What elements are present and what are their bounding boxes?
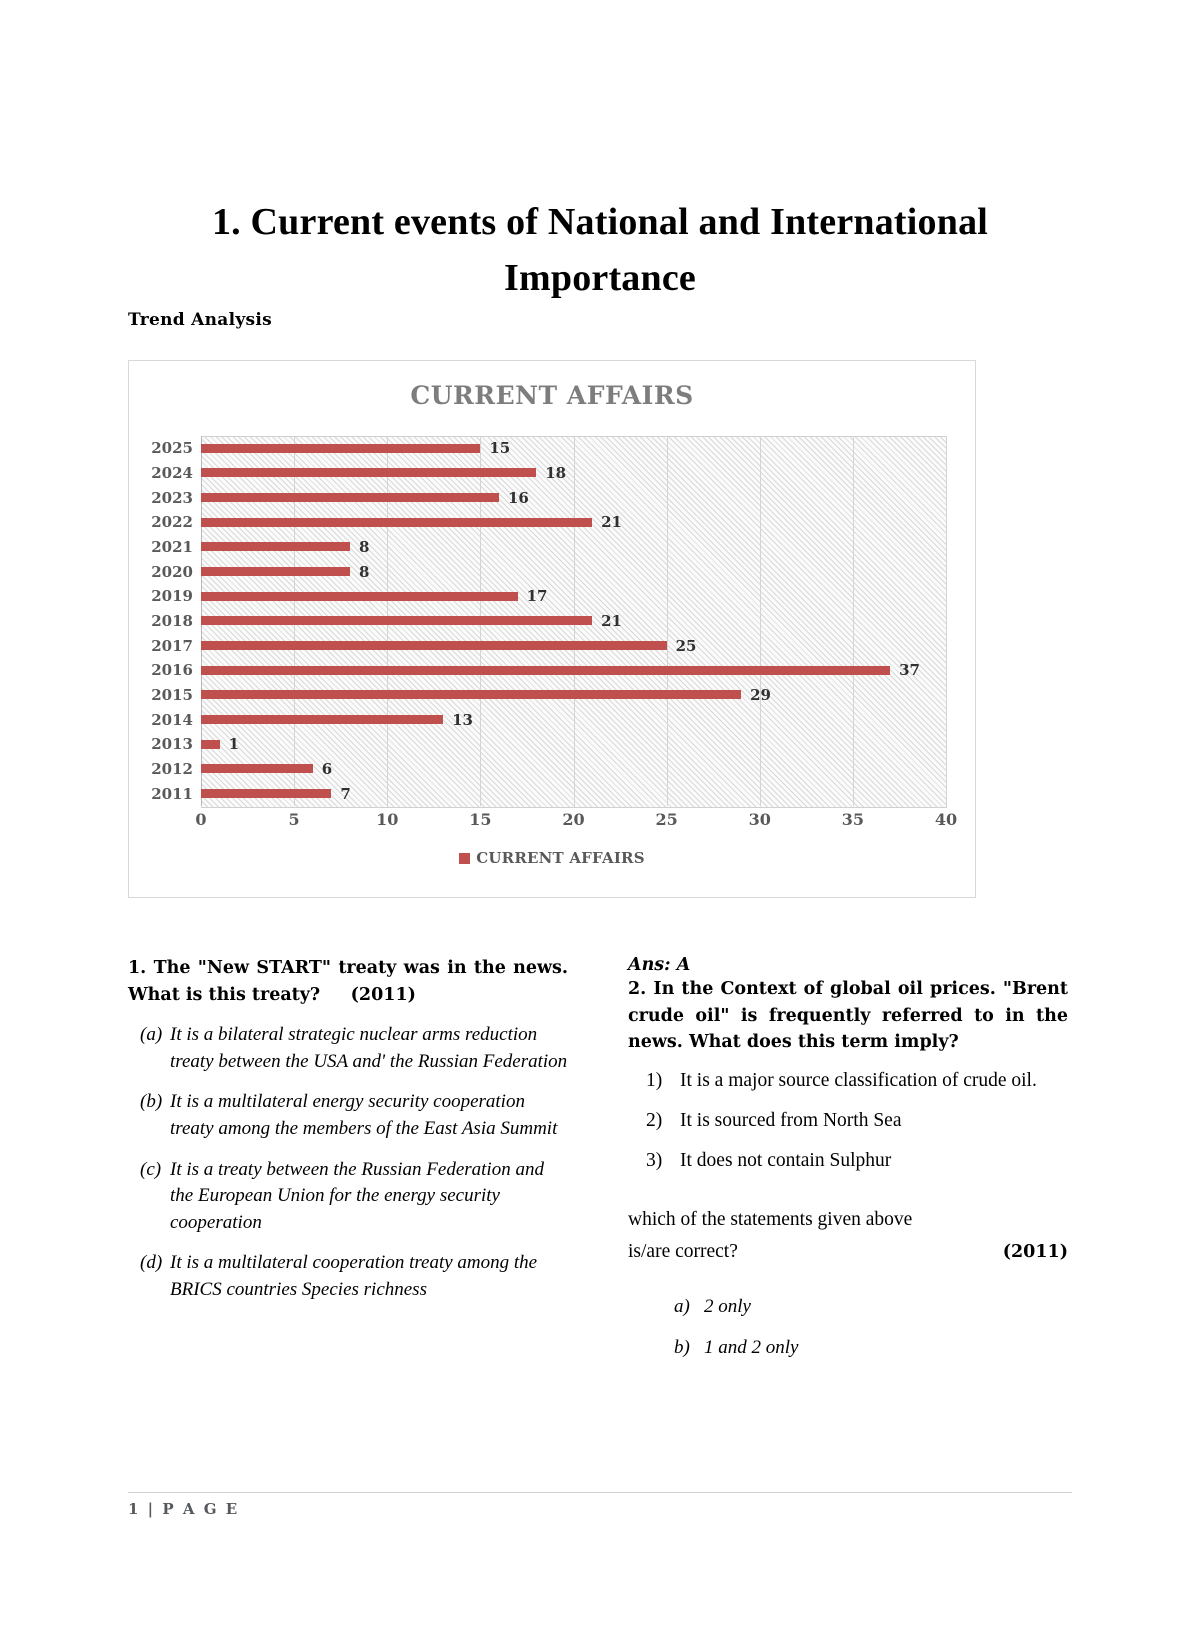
legend-swatch-icon [459, 853, 470, 864]
y-axis-tick-label: 2019 [151, 587, 193, 606]
bar-row [201, 436, 946, 461]
bar-row [201, 584, 946, 609]
bar-row [201, 510, 946, 535]
page-title: 1. Current events of National and International Importance [211, 201, 989, 299]
bar [201, 764, 313, 773]
question-2-statements [628, 1066, 1068, 1177]
y-axis-tick-label: 2016 [151, 661, 193, 680]
question-2-options [628, 1294, 1068, 1361]
bar-value-label: 29 [750, 685, 771, 704]
bar [201, 518, 592, 527]
y-axis-labels [129, 436, 193, 806]
option-text: 1 and 2 only [704, 1337, 799, 1359]
chart-title: CURRENT AFFAIRS [410, 381, 694, 410]
bar [201, 592, 518, 601]
bar [201, 444, 480, 453]
bar [201, 493, 499, 502]
option-text: It is a treaty between the Russian Federation and the European Union for the energy security cooperation [170, 1158, 544, 1233]
option-text: It is a bilateral strategic nuclear arms reduction treaty between the USA and' the Russian Federation [170, 1024, 568, 1072]
bar [201, 690, 741, 699]
x-axis-tick-label: 40 [934, 810, 958, 829]
chart-legend [129, 849, 975, 867]
chart-plot-area [151, 436, 958, 829]
x-axis-tick-label: 35 [841, 810, 865, 829]
statement-number: 2) [646, 1110, 663, 1131]
bar-row [201, 609, 946, 634]
bar-value-label: 7 [340, 784, 351, 803]
option-item[interactable] [674, 1335, 1068, 1361]
option-item[interactable] [674, 1294, 1068, 1320]
bar-value-label: 13 [452, 710, 473, 729]
y-axis-tick-label: 2020 [151, 562, 193, 581]
bar-value-label: 21 [601, 513, 622, 532]
option-item[interactable] [128, 1157, 568, 1237]
bar [201, 567, 350, 576]
y-axis-tick-label: 2012 [151, 759, 193, 778]
option-text: 2 only [704, 1295, 751, 1317]
y-axis-tick-label: 2013 [151, 735, 193, 754]
bar-value-label: 6 [321, 759, 333, 778]
bar-row [201, 732, 946, 757]
bar-row [201, 683, 946, 708]
bar [201, 740, 220, 749]
question-1-year: (2011) [350, 984, 416, 1005]
question-2-text: 2. In the Context of global oil prices. "Brent crude oil" is frequently referred to in the news. What does this term imply? [628, 979, 1068, 1053]
y-axis-tick-label: 2015 [151, 685, 193, 704]
bar-row [201, 781, 946, 806]
closing-line-2: is/are correct? [628, 1241, 738, 1263]
bar-row [201, 757, 946, 782]
question-2-heading [628, 976, 1068, 1056]
x-axis-tick-label: 25 [655, 810, 678, 829]
question-1-heading [128, 955, 568, 1008]
y-axis-tick-label: 2023 [151, 488, 193, 507]
y-axis-tick-label: 2017 [151, 636, 193, 655]
y-axis-tick-label: 2025 [151, 439, 193, 458]
statement-text: It is sourced from North Sea [680, 1110, 902, 1131]
bar-row [201, 633, 946, 658]
bar-value-label: 18 [545, 463, 567, 482]
y-axis-tick-label: 2021 [151, 537, 193, 556]
bar-value-label: 21 [601, 611, 622, 630]
question-1-text: 1. The "New START" treaty was in the news. What is this treaty? [128, 958, 568, 1005]
option-item[interactable] [128, 1089, 568, 1142]
statement-item [628, 1106, 1068, 1136]
question-column-right [628, 955, 1068, 1361]
gridline [946, 436, 947, 806]
x-axis-tick-label: 15 [469, 810, 492, 829]
y-axis-tick-label: 2018 [151, 611, 193, 630]
bar-value-label: 37 [899, 661, 920, 680]
bar-rows [201, 436, 946, 806]
option-letter: (d) [140, 1252, 163, 1274]
bar-row [201, 658, 946, 683]
bar-row [201, 559, 946, 584]
option-letter: (a) [140, 1024, 163, 1046]
x-axis-tick-label: 0 [195, 810, 207, 829]
option-item[interactable] [128, 1022, 568, 1075]
bar-value-label: 1 [228, 735, 240, 754]
bar [201, 715, 443, 724]
closing-line-1: which of the statements given above [628, 1209, 913, 1231]
statement-item [628, 1146, 1068, 1176]
option-letter: (b) [140, 1091, 163, 1113]
bar-row [201, 485, 946, 510]
legend-label: CURRENT AFFAIRS [476, 849, 645, 867]
option-item[interactable] [128, 1250, 568, 1303]
option-letter: b) [674, 1337, 690, 1359]
bar-row [201, 535, 946, 560]
y-axis-tick-label: 2014 [151, 710, 193, 729]
bar-value-label: 8 [359, 537, 370, 556]
y-axis-tick-label: 2024 [151, 463, 193, 482]
chart-container [128, 360, 976, 898]
bar-value-label: 25 [675, 636, 697, 655]
statement-number: 3) [646, 1150, 663, 1172]
x-axis-tick-label: 5 [288, 810, 300, 829]
bar [201, 616, 592, 625]
bar [201, 542, 350, 551]
x-axis-tick-label: 30 [748, 810, 771, 829]
bar [201, 666, 890, 675]
option-letter: (c) [140, 1158, 162, 1180]
statement-text: It does not contain Sulphur [680, 1150, 892, 1172]
y-axis-tick-label: 2022 [151, 513, 193, 532]
x-axis-tick-label: 20 [562, 810, 585, 829]
bar [201, 789, 331, 798]
bar-value-label: 15 [489, 439, 511, 458]
bar-value-label: 8 [359, 562, 370, 581]
question-2-year: (2011) [1002, 1242, 1068, 1263]
bar-value-label: 16 [508, 488, 529, 507]
bar-row [201, 707, 946, 732]
footer-page-number: 1 | P A G E [128, 1500, 240, 1518]
section-label: Trend Analysis [128, 310, 273, 330]
bar [201, 468, 536, 477]
option-text: It is a multilateral energy security cooperation treaty among the members of the East Asia Summit [170, 1091, 558, 1139]
option-letter: a) [674, 1295, 690, 1317]
footer-divider [128, 1492, 1072, 1493]
x-axis-labels [195, 810, 958, 838]
statement-number: 1) [646, 1069, 663, 1091]
y-axis-tick-label: 2011 [151, 784, 193, 803]
question-1-options [128, 1022, 568, 1303]
bar-value-label: 17 [526, 587, 548, 606]
answer-1: Ans: A [628, 955, 691, 975]
statement-text: It is a major source classification of crude oil. [680, 1069, 1037, 1091]
statement-item [628, 1066, 1068, 1096]
bar [201, 641, 667, 650]
x-axis-tick-label: 10 [376, 810, 399, 829]
question-2-closing [628, 1204, 1068, 1267]
bar-row [201, 461, 946, 486]
question-column-left [128, 955, 568, 1304]
option-text: It is a multilateral cooperation treaty among the BRICS countries Species richness [170, 1252, 538, 1300]
